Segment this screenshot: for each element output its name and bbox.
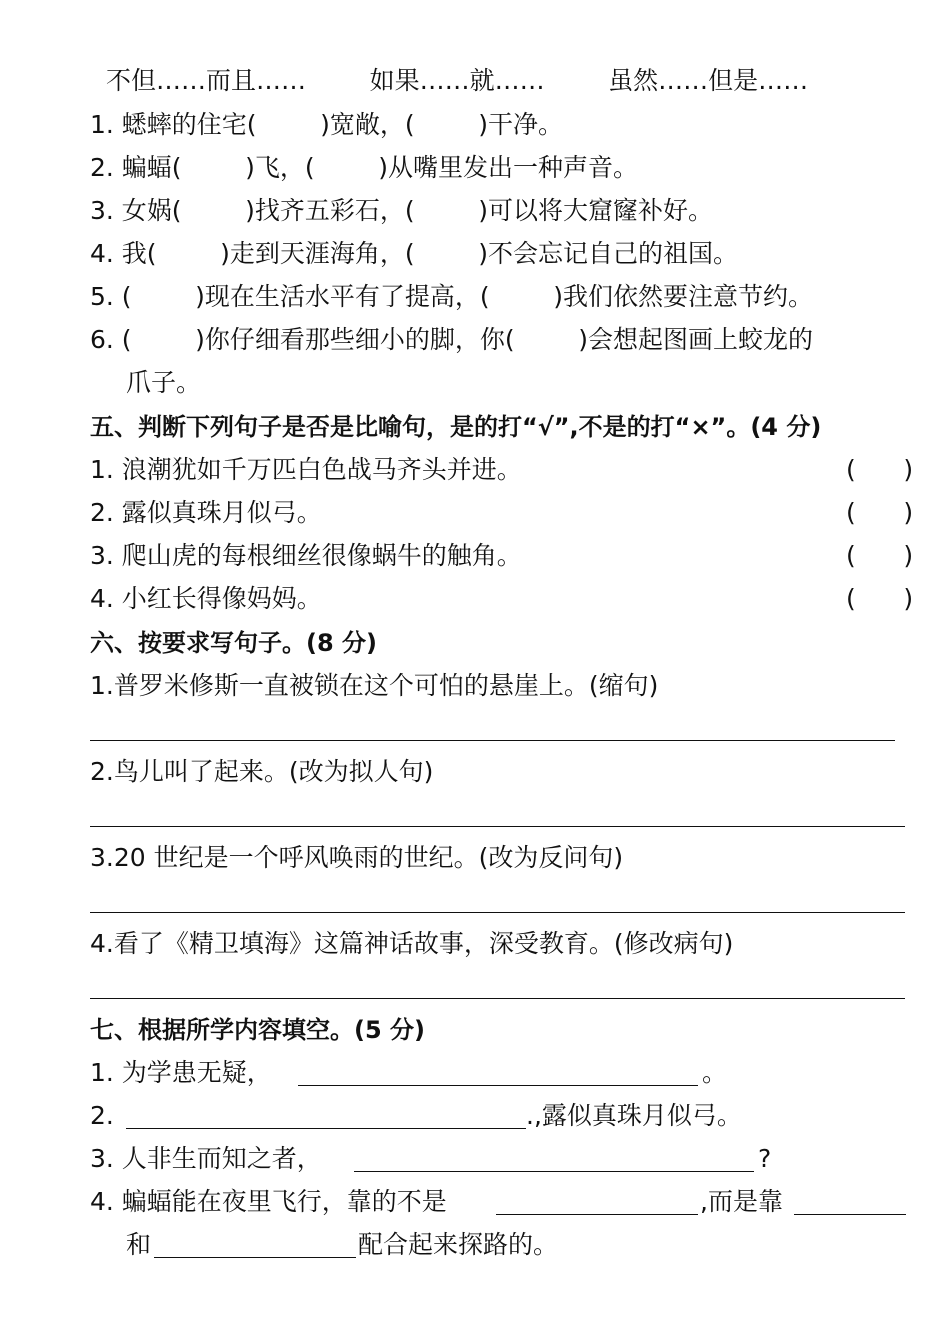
fill-blank-4c[interactable] xyxy=(154,1257,356,1258)
metaphor-item-4: 4. 小红长得像妈妈。 xyxy=(90,584,322,613)
fill-item-2-prefix: 2. xyxy=(90,1101,114,1130)
fill-item-4-line2-prefix: 和 xyxy=(126,1230,152,1259)
fill-conjunction-item-4: 4. 我( )走到天涯海角，( )不会忘记自己的祖国。 xyxy=(90,239,738,268)
rewrite-item-4: 4.看了《精卫填海》这篇神话故事，深受教育。(修改病句) xyxy=(90,929,734,958)
fill-conjunction-item-6: 6. ( )你仔细看那些细小的脚，你( )会想起图画上蛟龙的 xyxy=(90,325,813,354)
answer-line-2[interactable] xyxy=(90,826,905,827)
fill-conjunction-item-6-continued: 爪子。 xyxy=(126,368,202,397)
fill-conjunction-item-5: 5. ( )现在生活水平有了提高，( )我们依然要注意节约。 xyxy=(90,282,813,311)
fill-item-4-prefix: 4. 蝙蝠能在夜里飞行，靠的不是 xyxy=(90,1187,447,1216)
answer-blank-3[interactable]: ( ) xyxy=(846,541,914,570)
fill-item-1-prefix: 1. 为学患无疑， xyxy=(90,1058,272,1087)
answer-line-3[interactable] xyxy=(90,912,905,913)
rewrite-item-1: 1.普罗米修斯一直被锁在这个可怕的悬崖上。(缩句) xyxy=(90,671,659,700)
fill-item-4-middle: ,而是靠 xyxy=(700,1187,783,1216)
fill-conjunction-item-1: 1. 蟋蟀的住宅( )宽敞，( )干净。 xyxy=(90,110,563,139)
answer-blank-2[interactable]: ( ) xyxy=(846,498,914,527)
fill-item-2-suffix: .,露似真珠月似弓。 xyxy=(526,1101,742,1130)
fill-conjunction-item-2: 2. 蝙蝠( )飞，( )从嘴里发出一种声音。 xyxy=(90,153,638,182)
answer-line-4[interactable] xyxy=(90,998,905,999)
fill-blank-4a[interactable] xyxy=(496,1214,698,1215)
section-5-heading: 五、判断下列句子是否是比喻句，是的打“√”,不是的打“×”。(4 分) xyxy=(90,413,822,441)
fill-conjunction-item-3: 3. 女娲( )找齐五彩石，( )可以将大窟窿补好。 xyxy=(90,196,713,225)
fill-item-3-suffix: ? xyxy=(758,1144,772,1173)
metaphor-item-2: 2. 露似真珠月似弓。 xyxy=(90,498,322,527)
rewrite-item-2: 2.鸟儿叫了起来。(改为拟人句) xyxy=(90,757,434,786)
fill-blank-4b[interactable] xyxy=(794,1214,906,1215)
fill-item-3-prefix: 3. 人非生而知之者， xyxy=(90,1144,322,1173)
answer-blank-1[interactable]: ( ) xyxy=(846,455,914,484)
metaphor-item-3: 3. 爬山虎的每根细丝很像蜗牛的触角。 xyxy=(90,541,522,570)
fill-item-4-line2-suffix: 配合起来探路的。 xyxy=(358,1230,559,1259)
conjunction-options: 不但……而且…… 如果……就…… 虽然……但是…… xyxy=(106,66,809,95)
rewrite-item-3: 3.20 世纪是一个呼风唤雨的世纪。(改为反问句) xyxy=(90,843,624,872)
answer-blank-4[interactable]: ( ) xyxy=(846,584,914,613)
metaphor-item-1: 1. 浪潮犹如千万匹白色战马齐头并进。 xyxy=(90,455,522,484)
fill-blank-1[interactable] xyxy=(298,1085,698,1086)
section-6-heading: 六、按要求写句子。(8 分) xyxy=(90,629,377,657)
section-7-heading: 七、根据所学内容填空。(5 分) xyxy=(90,1016,425,1044)
fill-blank-2[interactable] xyxy=(126,1128,526,1129)
answer-line-1[interactable] xyxy=(90,740,895,741)
fill-blank-3[interactable] xyxy=(354,1171,754,1172)
fill-item-1-suffix: 。 xyxy=(702,1058,728,1087)
